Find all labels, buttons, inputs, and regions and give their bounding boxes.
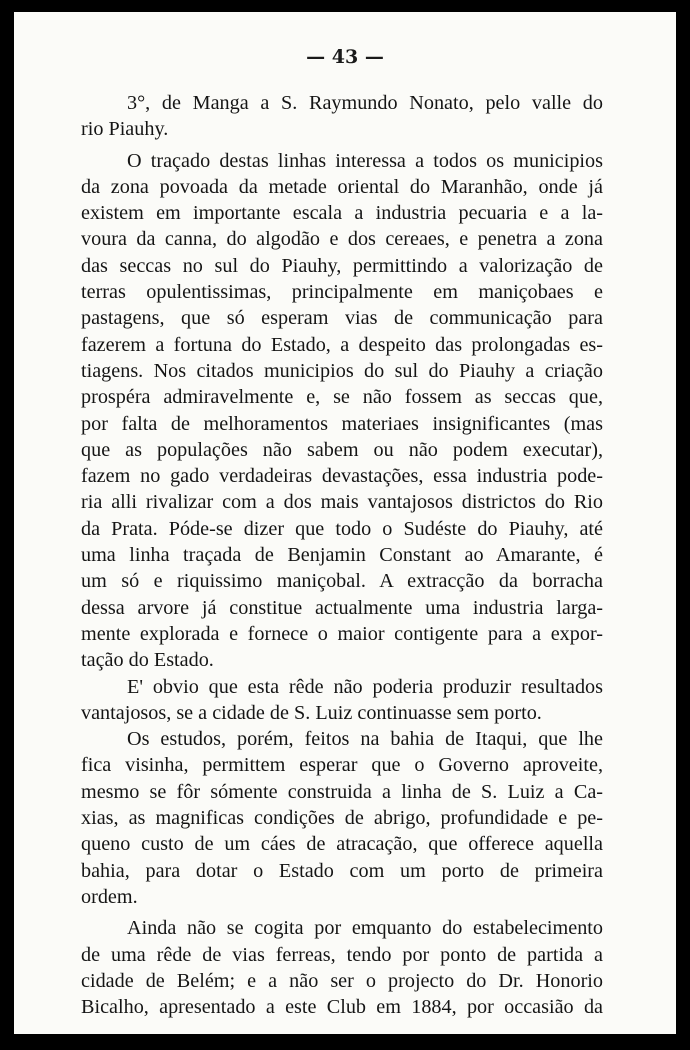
text-line: por falta de melhoramentos materiaes insignificantes (mas [81,412,603,435]
text-line: voura da canna, do algodão e dos cereaes, e penetra a zona [81,228,603,251]
text-line: tiagens. Nos citados municipios do sul do Piauhy a criação [81,359,603,382]
text-line: mente explorada e fornece o maior contigente para a expor- [81,622,603,645]
text-line: das seccas no sul do Piauhy, permittindo a valorização de [81,254,603,277]
text-line: rio Piauhy. [81,118,169,141]
text-line: um só e riquissimo maniçobal. A extracção da borracha [81,570,603,593]
text-line: cidade de Belém; e a não ser o projecto do Dr. Honorio [81,969,603,992]
book-page [14,12,676,1034]
text-line: 3°, de Manga a S. Raymundo Nonato, pelo valle do [127,92,603,114]
text-line: queno custo de um cáes de atracação, que offerece aquella [81,833,603,856]
page-number: — 43 — [306,46,384,68]
text-line: ordem. [81,885,138,908]
text-line: de uma rêde de vias ferreas, tendo por ponto de partida a [81,943,603,966]
text-line: xias, as magnificas condições de abrigo, profundidade e pe- [81,807,603,830]
text-line: tação do Estado. [81,649,214,672]
text-line: da zona povoada da metade oriental do Maranhão, onde já [81,175,603,198]
text-line: dessa arvore já constitue actualmente uma industria larga- [81,596,603,619]
text-line: Bicalho, apresentado a este Club em 1884, por occasião da [81,996,603,1019]
text-line: fazem no gado verdadeiras devastações, essa industria pode- [81,465,603,488]
text-line: mesmo se fôr sómente construida a linha de S. Luiz a Ca- [81,780,603,803]
text-line: fazerem a fortuna do Estado, a despeito das prolongadas es- [81,333,603,356]
text-line: vantajosos, se a cidade de S. Luiz continuasse sem porto. [81,701,542,724]
text-line: fica visinha, permittem esperar que o Governo aproveite, [81,754,603,777]
text-line: bahia, para dotar o Estado com um porto de primeira [81,859,603,882]
text-line: pastagens, que só esperam vias de communicação para [81,307,603,330]
text-line: que as populações não sabem ou não podem executar), [81,438,603,461]
text-line: Ainda não se cogita por emquanto do estabelecimento [127,917,603,940]
text-line: da Prata. Póde-se dizer que todo o Sudéste do Piauhy, até [81,517,603,540]
text-line: terras opulentissimas, principalmente em maniçobaes e [81,281,603,304]
body-text [81,90,603,1020]
text-line: uma linha traçada de Benjamin Constant ao Amarante, é [81,544,603,567]
text-line: ria alli rivalizar com a dos mais vantajosos districtos do Rio [81,491,603,514]
text-line: E' obvio que esta rêde não poderia produzir resultados [127,675,603,698]
text-line: existem em importante escala a industria pecuaria e a la- [81,202,603,225]
text-line: O traçado destas linhas interessa a todos os municipios [127,149,603,172]
text-line: prospéra admiravelmente e, se não fossem as seccas que, [81,386,603,409]
text-line: Os estudos, porém, feitos na bahia de Itaqui, que lhe [127,728,603,751]
